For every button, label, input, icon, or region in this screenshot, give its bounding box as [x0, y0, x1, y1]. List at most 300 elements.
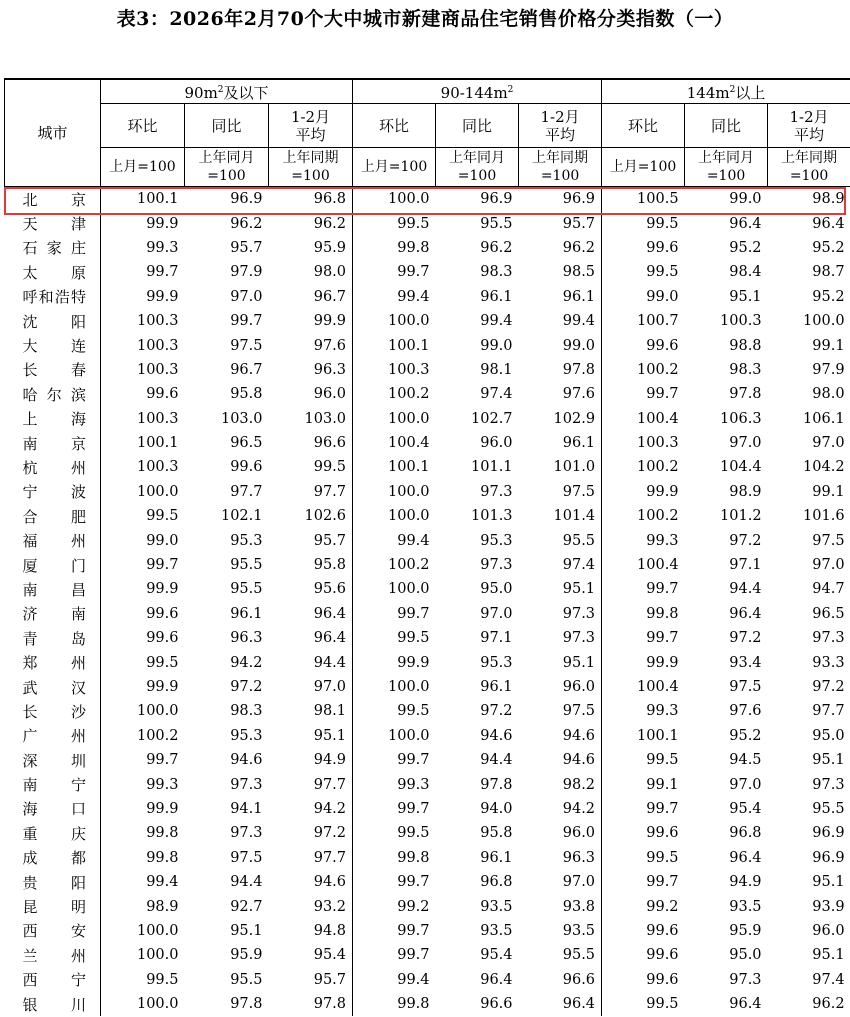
value-cell: 99.5: [646, 752, 679, 769]
value-cell: 94.9: [729, 874, 762, 891]
value-cell: 99.4: [146, 874, 179, 891]
base-header-2-0: [602, 148, 685, 187]
base-header-2-1: [685, 148, 768, 187]
base-header-line: 上年同月: [698, 150, 755, 166]
sub-header-line: 同比: [711, 116, 742, 135]
value-cell: 97.3: [230, 825, 263, 842]
table-row: [5, 528, 850, 552]
value-cell: 95.1: [812, 752, 845, 769]
table-row: [5, 772, 850, 796]
table-row: [5, 675, 850, 699]
value-cell: 101.2: [720, 508, 762, 525]
value-cell: 100.0: [388, 313, 430, 330]
table-row: [5, 724, 850, 748]
value-cell: 97.8: [269, 992, 353, 1016]
value-cell: 99.2: [646, 898, 679, 915]
group-header-small: $90m^2$及以下: [101, 79, 353, 104]
value-cell: 100.0: [136, 922, 179, 939]
value-cell: 99.4: [519, 309, 602, 333]
value-cell: 99.5: [397, 215, 430, 232]
value-cell: 100.3: [388, 361, 430, 378]
value-cell: 100.0: [803, 313, 845, 330]
table-row: [5, 919, 850, 943]
value-cell: 100.3: [720, 313, 762, 330]
value-cell: 99.9: [146, 679, 179, 695]
value-cell: 99.0: [646, 288, 679, 305]
value-cell: 97.0: [729, 435, 762, 452]
value-cell: 96.1: [480, 849, 513, 866]
value-cell: 95.5: [480, 215, 513, 232]
table-row: [5, 797, 850, 821]
table-row: [5, 821, 850, 845]
value-cell: 95.1: [812, 947, 845, 964]
value-cell: 99.7: [397, 874, 430, 891]
table-row: [5, 943, 850, 967]
value-cell: 100.0: [136, 947, 179, 964]
value-cell: 94.6: [269, 870, 353, 894]
value-cell: 102.7: [471, 410, 513, 427]
city-cell: 贵阳: [5, 870, 101, 894]
value-cell: 99.1: [646, 776, 679, 793]
sub-header-line: 环比: [379, 116, 410, 135]
base-header-line: 上年同月: [198, 150, 255, 166]
value-cell: 99.1: [812, 337, 845, 354]
value-cell: 96.4: [269, 626, 353, 650]
value-cell: 95.1: [519, 577, 602, 601]
value-cell: 99.0: [519, 333, 602, 357]
value-cell: 99.3: [646, 703, 679, 720]
value-cell: 100.5: [637, 191, 679, 208]
table-row: [5, 577, 850, 601]
city-cell: 济南: [5, 602, 101, 626]
value-cell: 96.3: [230, 630, 263, 647]
city-cell: 南宁: [5, 772, 101, 796]
value-cell: 100.1: [388, 459, 430, 476]
value-cell: 99.0: [146, 532, 179, 549]
value-cell: 97.7: [269, 846, 353, 870]
value-cell: 94.4: [480, 752, 513, 769]
value-cell: 99.9: [146, 800, 179, 817]
city-cell: 西安: [5, 919, 101, 943]
sub-header-2-2: [768, 104, 850, 148]
value-cell: 95.3: [230, 727, 263, 744]
table-row: [5, 626, 850, 650]
value-cell: 94.8: [269, 919, 353, 943]
value-cell: 99.0: [480, 337, 513, 354]
value-cell: 97.2: [729, 532, 762, 549]
value-cell: 94.2: [269, 797, 353, 821]
value-cell: 92.7: [230, 898, 263, 915]
value-cell: 94.4: [230, 874, 263, 891]
value-cell: 97.2: [269, 821, 353, 845]
value-cell: 95.9: [729, 922, 762, 939]
group-header-large: $144m^2$以上: [602, 79, 850, 104]
value-cell: 100.3: [637, 435, 679, 452]
table-row: [5, 968, 850, 992]
sub-header-line: 平均: [545, 125, 576, 144]
value-cell: 96.4: [519, 992, 602, 1016]
base-header-line: =100: [540, 168, 580, 184]
value-cell: 99.7: [230, 313, 263, 330]
price-index-table: [4, 78, 850, 1016]
value-cell: 97.3: [519, 626, 602, 650]
value-cell: 95.4: [480, 947, 513, 964]
value-cell: 93.8: [519, 894, 602, 918]
value-cell: 99.6: [146, 605, 179, 622]
value-cell: 100.0: [388, 410, 430, 427]
value-cell: 94.6: [519, 748, 602, 772]
value-cell: 97.3: [812, 630, 845, 647]
city-cell: 南昌: [5, 577, 101, 601]
sub-column-header-row: [5, 104, 850, 148]
value-cell: 97.6: [269, 333, 353, 357]
value-cell: 96.9: [519, 187, 602, 212]
table-row: [5, 846, 850, 870]
value-cell: 96.4: [480, 971, 513, 988]
city-cell: 福州: [5, 528, 101, 552]
value-cell: 100.3: [136, 410, 179, 427]
value-cell: 100.1: [388, 337, 430, 354]
table-row: [5, 894, 850, 918]
value-cell: 100.2: [637, 361, 679, 378]
value-cell: 100.3: [136, 313, 179, 330]
value-cell: 99.7: [146, 557, 179, 574]
value-cell: 99.9: [146, 581, 179, 598]
value-cell: 99.6: [646, 947, 679, 964]
value-cell: 95.8: [230, 386, 263, 403]
value-cell: 106.3: [720, 410, 762, 427]
value-cell: 96.9: [812, 849, 845, 866]
value-cell: 97.3: [480, 483, 513, 500]
city-cell: 呼和浩特: [5, 285, 101, 309]
value-cell: 95.7: [269, 528, 353, 552]
value-cell: 99.9: [146, 215, 179, 232]
value-cell: 98.9: [812, 191, 845, 208]
base-header-0-1: [185, 148, 269, 187]
value-cell: 99.4: [397, 971, 430, 988]
value-cell: 95.1: [269, 724, 353, 748]
value-cell: 96.1: [519, 285, 602, 309]
value-cell: 102.1: [220, 508, 263, 525]
value-cell: 93.4: [729, 654, 762, 671]
value-cell: 99.3: [646, 532, 679, 549]
value-cell: 96.0: [519, 821, 602, 845]
value-cell: 99.8: [146, 825, 179, 842]
value-cell: 96.7: [230, 361, 263, 378]
value-cell: 100.0: [388, 679, 430, 695]
value-cell: 102.6: [269, 504, 353, 528]
value-cell: 100.2: [637, 459, 679, 476]
base-header-line: 上年同期: [282, 150, 339, 166]
value-cell: 100.1: [637, 727, 679, 744]
base-header-1-0: [353, 148, 436, 187]
sub-header-0-2: [269, 104, 353, 148]
value-cell: 99.4: [397, 288, 430, 305]
value-cell: 99.6: [146, 630, 179, 647]
value-cell: 97.7: [269, 772, 353, 796]
value-cell: 99.7: [397, 800, 430, 817]
value-cell: 93.2: [269, 894, 353, 918]
base-header-line: 上月=100: [609, 159, 677, 175]
value-cell: 95.4: [729, 800, 762, 817]
value-cell: 95.1: [729, 288, 762, 305]
base-header-2-2: [768, 148, 850, 187]
value-cell: 99.6: [646, 825, 679, 842]
value-cell: 95.8: [269, 553, 353, 577]
value-cell: 97.3: [230, 776, 263, 793]
value-cell: 96.1: [480, 679, 513, 695]
city-cell: 沈阳: [5, 309, 101, 333]
value-cell: 101.0: [519, 455, 602, 479]
value-cell: 96.7: [269, 285, 353, 309]
value-cell: 96.6: [519, 968, 602, 992]
value-cell: 97.0: [269, 675, 353, 699]
value-cell: 99.3: [146, 239, 179, 256]
table-row: [5, 236, 850, 260]
value-cell: 96.2: [269, 211, 353, 235]
value-cell: 96.2: [230, 215, 263, 232]
value-cell: 99.6: [646, 239, 679, 256]
base-header-line: 上年同期: [532, 150, 589, 166]
value-cell: 100.1: [136, 191, 179, 208]
sub-header-2-1: [685, 104, 768, 148]
table-row: [5, 260, 850, 284]
value-cell: 95.1: [230, 922, 263, 939]
city-cell: 武汉: [5, 675, 101, 699]
value-cell: 95.3: [480, 654, 513, 671]
value-cell: 95.5: [519, 528, 602, 552]
value-cell: 99.7: [646, 581, 679, 598]
value-cell: 100.0: [388, 508, 430, 525]
value-cell: 97.6: [519, 382, 602, 406]
value-cell: 104.4: [720, 459, 762, 476]
value-cell: 100.4: [388, 435, 430, 452]
value-cell: 99.8: [146, 849, 179, 866]
value-cell: 96.2: [812, 996, 845, 1013]
value-cell: 100.0: [136, 703, 179, 720]
value-cell: 97.0: [480, 605, 513, 622]
value-cell: 96.6: [269, 431, 353, 455]
sub-header-1-1: [436, 104, 519, 148]
city-cell: 昆明: [5, 894, 101, 918]
city-cell: 兰州: [5, 943, 101, 967]
value-cell: 100.3: [136, 361, 179, 378]
value-cell: 103.0: [220, 410, 263, 427]
value-cell: 100.1: [136, 435, 179, 452]
value-cell: 99.9: [146, 288, 179, 305]
city-cell: 海口: [5, 797, 101, 821]
value-cell: 100.2: [136, 727, 179, 744]
value-cell: 99.5: [146, 508, 179, 525]
city-cell: 北京: [5, 187, 101, 212]
city-cell: 长沙: [5, 699, 101, 723]
value-cell: 99.7: [646, 800, 679, 817]
value-cell: 99.8: [646, 605, 679, 622]
table-row: [5, 309, 850, 333]
value-cell: 98.7: [812, 264, 845, 281]
value-cell: 94.5: [729, 752, 762, 769]
value-cell: 97.8: [729, 386, 762, 403]
value-cell: 96.4: [729, 215, 762, 232]
value-cell: 97.2: [812, 679, 845, 695]
value-cell: 97.5: [519, 480, 602, 504]
value-cell: 99.7: [646, 386, 679, 403]
value-cell: 99.9: [646, 483, 679, 500]
table-row: [5, 870, 850, 894]
table-row: [5, 602, 850, 626]
sub-header-2-0: [602, 104, 685, 148]
value-cell: 100.2: [388, 557, 430, 574]
value-cell: 106.1: [803, 410, 845, 427]
city-cell: 厦门: [5, 553, 101, 577]
value-cell: 101.4: [519, 504, 602, 528]
value-cell: 95.5: [230, 971, 263, 988]
table-row: [5, 285, 850, 309]
value-cell: 99.7: [397, 922, 430, 939]
value-cell: 97.0: [812, 435, 845, 452]
table-row: [5, 992, 850, 1016]
value-cell: 95.0: [812, 727, 845, 744]
table-row: [5, 358, 850, 382]
value-cell: 95.9: [269, 236, 353, 260]
table-row: [5, 748, 850, 772]
value-cell: 99.9: [269, 309, 353, 333]
base-header-0-2: [269, 148, 353, 187]
city-column-header: 城市: [5, 79, 101, 187]
value-cell: 97.5: [230, 337, 263, 354]
sub-header-line: 1-2月: [540, 107, 580, 126]
city-cell: 天津: [5, 211, 101, 235]
value-cell: 99.3: [146, 776, 179, 793]
value-cell: 96.1: [480, 288, 513, 305]
value-cell: 96.0: [519, 675, 602, 699]
value-cell: 99.8: [397, 996, 430, 1013]
value-cell: 99.5: [269, 455, 353, 479]
value-cell: 96.5: [230, 435, 263, 452]
value-cell: 99.5: [646, 215, 679, 232]
table-header: [5, 79, 850, 187]
value-cell: 96.9: [230, 191, 263, 208]
value-cell: 95.2: [729, 239, 762, 256]
value-cell: 96.8: [729, 825, 762, 842]
base-header-line: 上年同期: [781, 150, 838, 166]
value-cell: 97.0: [812, 557, 845, 574]
value-cell: 97.6: [729, 703, 762, 720]
table-row: [5, 480, 850, 504]
value-cell: 98.2: [519, 772, 602, 796]
value-cell: 98.0: [269, 260, 353, 284]
city-cell: 太原: [5, 260, 101, 284]
value-cell: 99.8: [397, 239, 430, 256]
value-cell: 95.5: [519, 943, 602, 967]
value-cell: 95.1: [519, 650, 602, 674]
value-cell: 94.4: [729, 581, 762, 598]
value-cell: 95.1: [812, 874, 845, 891]
value-cell: 95.9: [230, 947, 263, 964]
value-cell: 99.7: [146, 264, 179, 281]
value-cell: 99.3: [397, 776, 430, 793]
base-header-line: =100: [789, 168, 829, 184]
value-cell: 100.0: [136, 483, 179, 500]
value-cell: 98.3: [230, 703, 263, 720]
value-cell: 95.0: [729, 947, 762, 964]
value-cell: 95.7: [230, 239, 263, 256]
value-cell: 99.7: [397, 264, 430, 281]
sub-header-line: 1-2月: [290, 107, 331, 126]
value-cell: 95.7: [519, 211, 602, 235]
table-row: [5, 407, 850, 431]
value-cell: 101.6: [803, 508, 845, 525]
value-cell: 93.5: [480, 922, 513, 939]
value-cell: 100.4: [637, 410, 679, 427]
value-cell: 99.5: [397, 630, 430, 647]
value-cell: 94.4: [269, 650, 353, 674]
value-cell: 97.4: [812, 971, 845, 988]
city-cell: 宁波: [5, 480, 101, 504]
value-cell: 95.8: [480, 825, 513, 842]
value-cell: 99.5: [146, 971, 179, 988]
table-row: [5, 211, 850, 235]
value-cell: 97.3: [480, 557, 513, 574]
value-cell: 97.0: [519, 870, 602, 894]
value-cell: 95.5: [230, 557, 263, 574]
value-cell: 100.0: [136, 996, 179, 1013]
value-cell: 101.1: [471, 459, 513, 476]
sub-header-line: 环比: [127, 116, 158, 135]
value-cell: 100.0: [388, 191, 430, 208]
value-cell: 95.6: [269, 577, 353, 601]
value-cell: 94.6: [519, 724, 602, 748]
value-cell: 97.5: [729, 679, 762, 695]
value-cell: 96.2: [519, 236, 602, 260]
value-cell: 96.2: [480, 239, 513, 256]
value-cell: 100.7: [637, 313, 679, 330]
value-cell: 95.7: [269, 968, 353, 992]
value-cell: 97.3: [729, 971, 762, 988]
value-cell: 97.3: [519, 602, 602, 626]
base-header-1-2: [519, 148, 602, 187]
city-cell: 成都: [5, 846, 101, 870]
table-body: [5, 187, 850, 1017]
base-header-0-0: [101, 148, 185, 187]
value-cell: 100.4: [637, 679, 679, 695]
base-header-line: =100: [207, 168, 246, 184]
value-cell: 99.7: [397, 752, 430, 769]
city-cell: 大连: [5, 333, 101, 357]
value-cell: 97.8: [519, 358, 602, 382]
value-cell: 99.5: [646, 264, 679, 281]
value-cell: 93.3: [812, 654, 845, 671]
city-cell: 深圳: [5, 748, 101, 772]
value-cell: 95.2: [812, 239, 845, 256]
table-row: [5, 187, 850, 212]
value-cell: 94.2: [519, 797, 602, 821]
value-cell: 97.2: [230, 679, 263, 695]
value-cell: 100.2: [637, 508, 679, 525]
value-cell: 99.6: [230, 459, 263, 476]
base-header-line: 上月=100: [360, 159, 428, 175]
value-cell: 101.3: [471, 508, 513, 525]
value-cell: 96.3: [269, 358, 353, 382]
value-cell: 97.2: [480, 703, 513, 720]
value-cell: 93.5: [729, 898, 762, 915]
value-cell: 97.7: [812, 703, 845, 720]
value-cell: 98.4: [729, 264, 762, 281]
value-cell: 97.0: [230, 288, 263, 305]
value-cell: 93.5: [480, 898, 513, 915]
value-cell: 95.5: [812, 800, 845, 817]
value-cell: 103.0: [269, 407, 353, 431]
